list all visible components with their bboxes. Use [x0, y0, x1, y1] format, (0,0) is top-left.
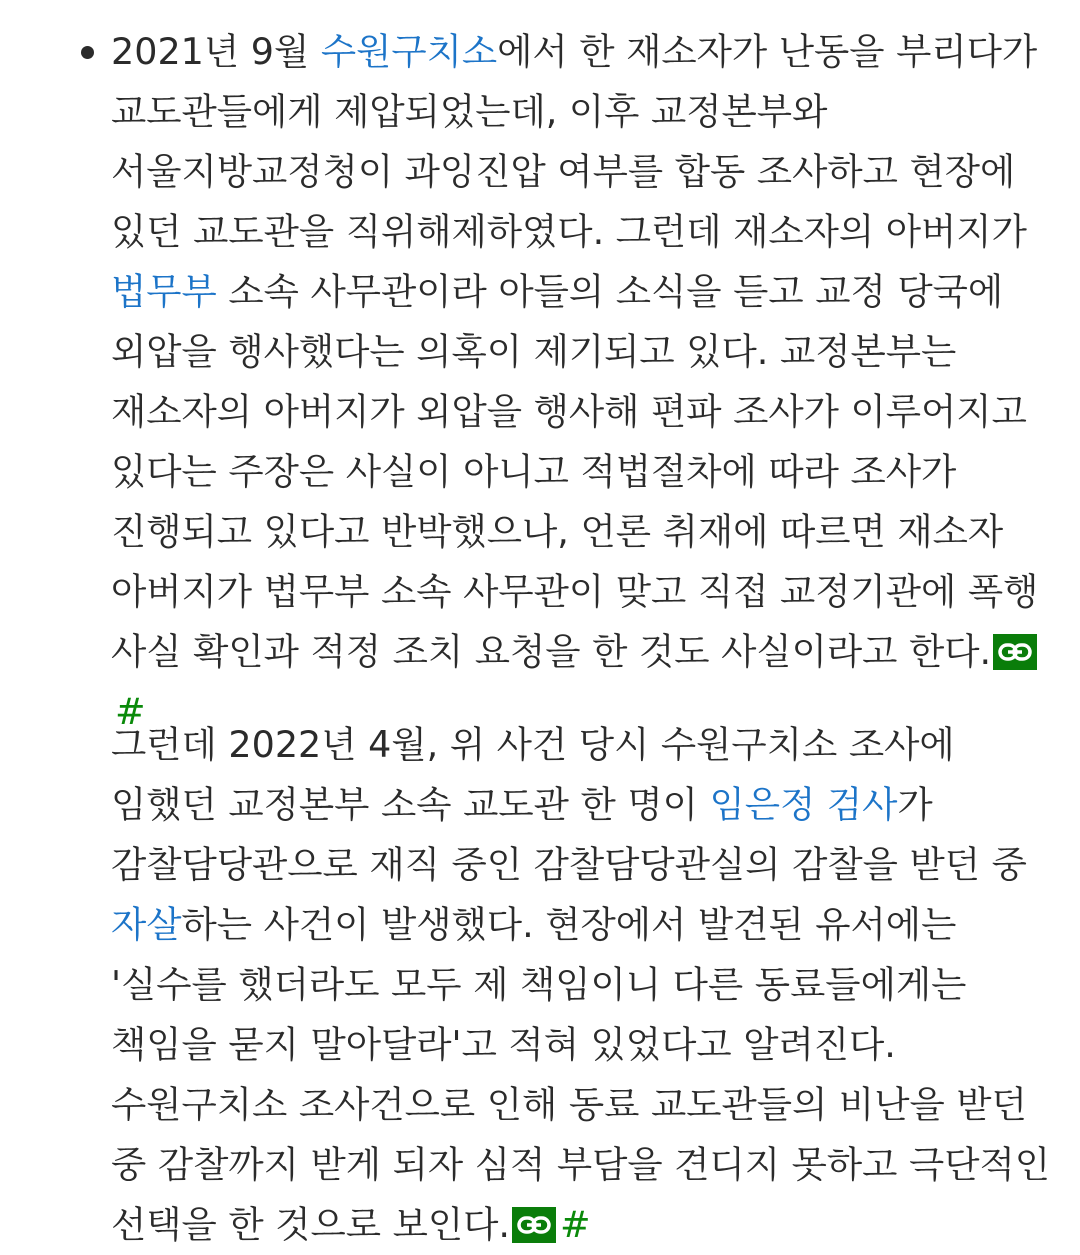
chain-link-icon: [998, 640, 1032, 664]
paragraph-text: 소속 사무관이라 아들의 소식을 듣고 교정 당국에 외압을 행사했다는 의혹이 제기되고 있다. 교정본부는 재소자의 아버지가 외압을 행사해 편파 조사가 이루어지고 있다는 주장은 사실이 아니고 적법절차에 따라 조사가 진행되고 있다고 반박했으나, 언론 취재에 따르면 재소자 아버지가 법무부 소속 사무관이 맞고 직접 교정기관에 폭행 사실 확인과 적정 조치 요청을 한 것도 사실이라고 한다.: [111, 270, 1039, 673]
link-suicide[interactable]: 자살: [111, 903, 182, 946]
bullet-point: [81, 46, 94, 59]
paragraph-text: 2021년 9월: [111, 30, 321, 73]
link-ministry-of-justice[interactable]: 법무부: [111, 270, 217, 313]
chain-link-icon: [517, 1213, 551, 1237]
link-prosecutor-lim-eun-jeong[interactable]: 임은정 검사: [709, 783, 898, 826]
source-hash-link[interactable]: #: [115, 690, 146, 733]
paragraph-text: 그런데 2022년 4월, 위 사건 당시 수원구치소 조사에 임했던 교정본부 소속 교도관 한 명이: [111, 723, 955, 826]
paragraph-text: 하는 사건이 발생했다. 현장에서 발견된 유서에는 '실수를 했더라도 모두 제 책임이니 다른 동료들에게는 책임을 묻지 말아달라'고 적혀 있었다고 알려진다. 수원구치소 조사건으로 인해 동료 교도관들의 비난을 받던 중 감찰까지 받게 되자 심적 부담을 견디지 못하고 극단적인 선택을 한 것으로 보인다.: [111, 903, 1051, 1246]
source-hash-link[interactable]: #: [560, 1203, 591, 1246]
paragraph-text: 에서 한 재소자가 난동을 부리다가 교도관들에게 제압되었는데, 이후 교정본부와 서울지방교정청이 과잉진압 여부를 합동 조사하고 현장에 있던 교도관을 직위해제하였다. 그런데 재소자의 아버지가: [111, 30, 1038, 253]
link-suwon-detention-center[interactable]: 수원구치소: [320, 30, 498, 73]
paragraph-text: 가 감찰담당관으로 재직 중인 감찰담당관실의 감찰을 받던 중: [111, 783, 1027, 886]
source-link-icon[interactable]: [993, 634, 1037, 670]
paragraph-suicide-incident: [111, 715, 1056, 1255]
paragraph-incident: [111, 22, 1056, 742]
source-link-icon[interactable]: [512, 1207, 556, 1243]
